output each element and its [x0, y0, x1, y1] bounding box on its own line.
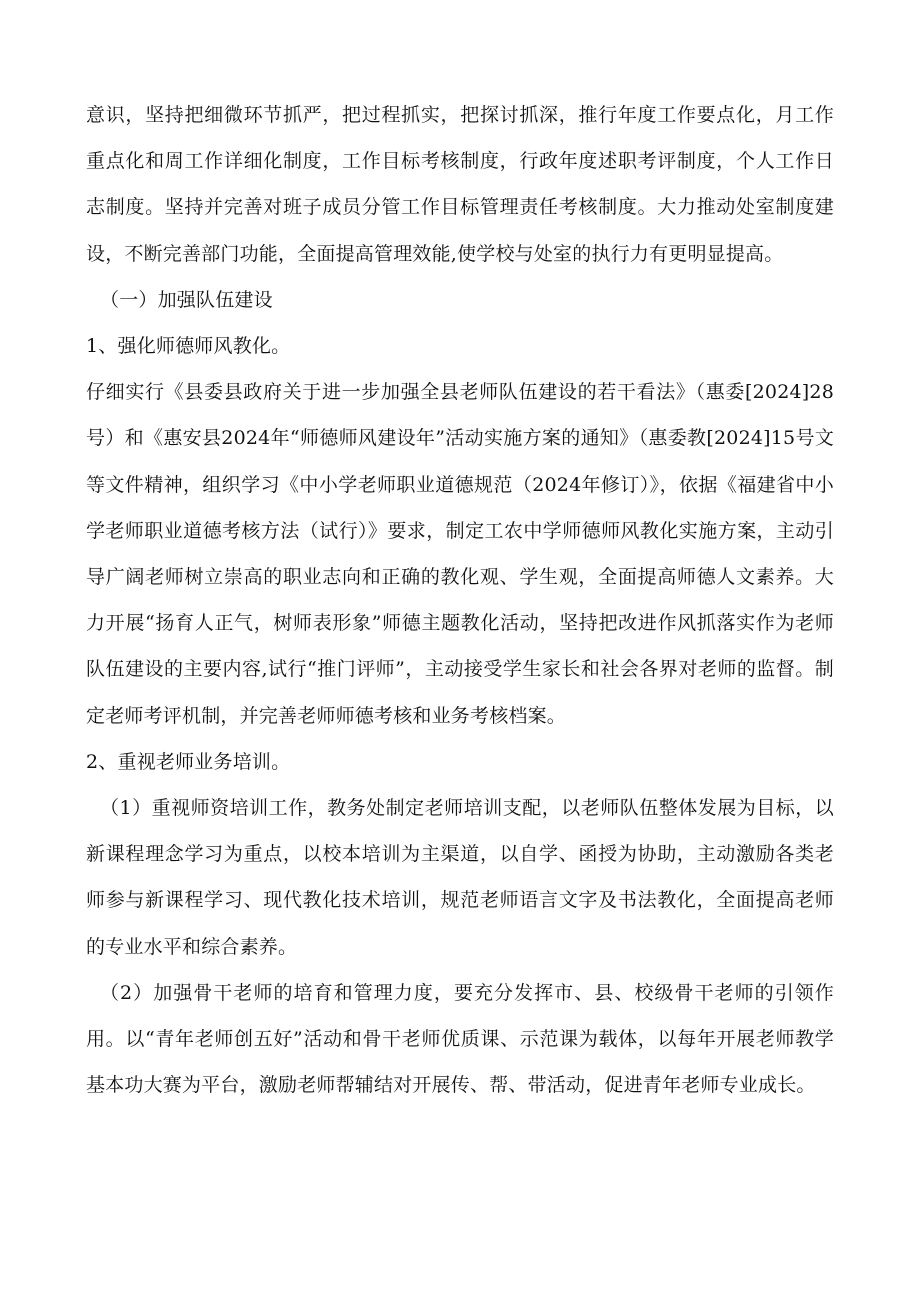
paragraph-training-item-1: （1）重视师资培训工作，教务处制定老师培训支配，以老师队伍整体发展为目标，以新课程理念学习为重点，以校本培训为主渠道，以自学、函授为协助，主动激励各类老师参与新课程学习、现代教化技术培训，规范老师语言文字及书法教化，全面提高老师的专业水平和综合素养。	[86, 797, 834, 958]
paragraph-teacher-ethics: 仔细实行《县委县政府关于进一步加强全县老师队伍建设的若干看法》（惠委[2024]28号）和《惠安县2024年“师德师风建设年”活动实施方案的通知》（惠委教[2024]15号文等文件精神，组织学习《中小学老师职业道德规范（2024年修订）》，依据《福建省中小学老师职业道德考核方法（试行）》要求，制定工农中学师德师风教化实施方案，主动引导广阔老师树立崇高的职业志向和正确的教化观、学生观，全面提高师德人文素养。大力开展“扬育人正气，树师表形象”师德主题教化活动，坚持把改进作风抓落实作为老师队伍建设的主要内容,试行“推门评师”，主动接受学生家长和社会各界对老师的监督。制定老师考评机制，并完善老师师德考核和业务考核档案。	[86, 381, 834, 727]
section-heading-team-building: （一）加强队伍建设	[100, 288, 273, 311]
subheading-teacher-ethics: 1、强化师德师风教化。	[86, 335, 291, 358]
paragraph-training-item-2: （2）加强骨干老师的培育和管理力度，要充分发挥市、县、校级骨干老师的引领作用。以“青年老师创五好”活动和骨干老师优质课、示范课为载体，以每年开展老师教学基本功大赛为平台，激励老师帮辅结对开展传、帮、带活动，促进青年老师专业成长。	[86, 981, 834, 1097]
subheading-teacher-training: 2、重视老师业务培训。	[86, 750, 291, 773]
document-body	[86, 92, 834, 1108]
paragraph-management-system: 意识，坚持把细微环节抓严，把过程抓实，把探讨抓深，推行年度工作要点化，月工作重点化和周工作详细化制度，工作目标考核制度，行政年度述职考评制度，个人工作日志制度。坚持并完善对班子成员分管工作目标管理责任考核制度。大力推动处室制度建设，不断完善部门功能，全面提高管理效能,使学校与处室的执行力有更明显提高。	[86, 104, 834, 265]
